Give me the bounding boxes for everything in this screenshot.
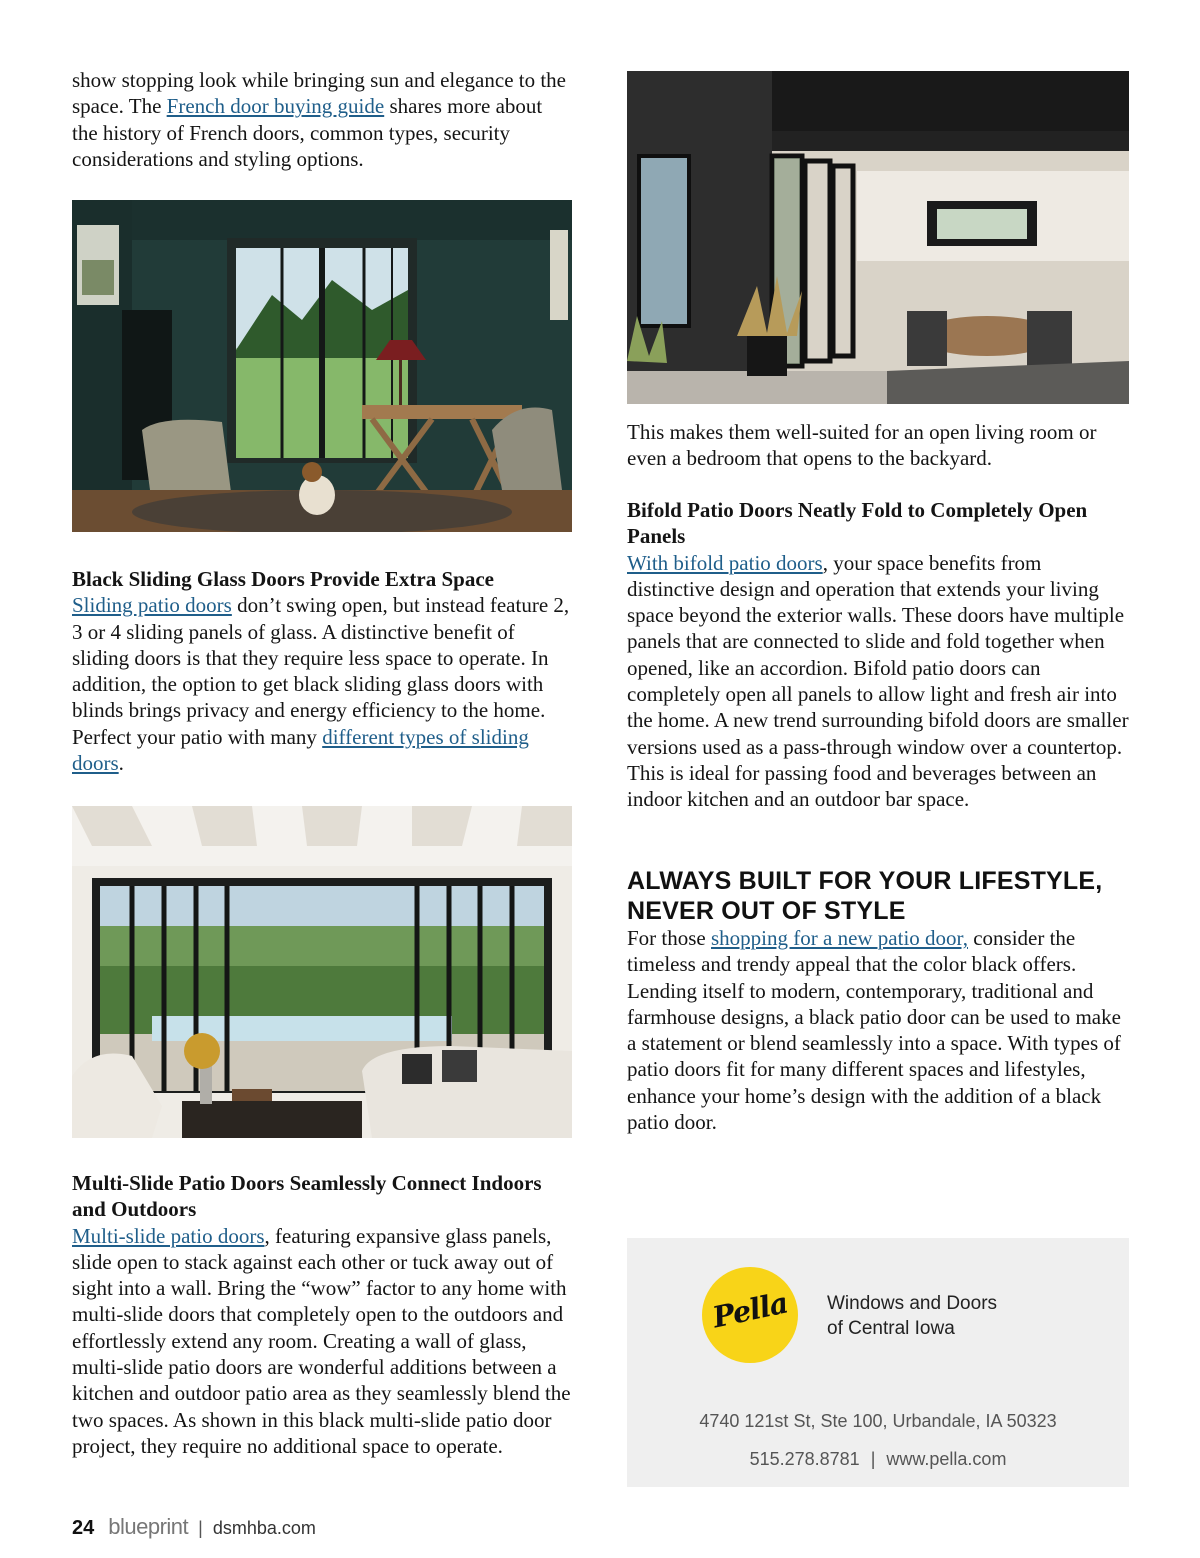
french-door-guide-link[interactable]: French door buying guide (166, 94, 385, 119)
lifestyle-section-heading: ALWAYS BUILT FOR YOUR LIFESTYLE, NEVER OUT OF STYLE (627, 867, 1103, 925)
sliding-door-types-link[interactable]: different types of sliding doors (72, 724, 529, 776)
lifestyle-paragraph: For those shopping for a new patio door, consider the timeless and trendy appeal that the color black offers. Lending itself to modern, contemporary, traditional and farmhouse designs, a black patio door can be used to make a statement or blend seamlessly into a space. With types of patio doors fit for many different spaces and lifestyles, enhance your home’s design with the addition of a black patio door. (627, 926, 1121, 1135)
intro-paragraph: show stopping look while bringing sun and elegance to the space. The French door buying guide shares more about the history of French doors, common types, security considerations and styling options. (72, 68, 567, 171)
dealer-address: 4740 121st St, Ste 100, Urbandale, IA 50323 (699, 1411, 1057, 1431)
bifold-heading: Bifold Patio Doors Neatly Fold to Completely Open Panels (627, 498, 1088, 549)
pella-logo-text: Pella (709, 1285, 791, 1335)
page-footer: 24 blueprint | dsmhba.com (72, 1514, 316, 1539)
footer-site-link[interactable]: dsmhba.com (212, 1518, 316, 1538)
page-number: 24 (72, 1517, 95, 1539)
photo-multi-slide-living-room (72, 806, 572, 1138)
multi-slide-heading: Multi-Slide Patio Doors Seamlessly Connect Indoors and Outdoors (72, 1171, 542, 1222)
dealer-name: Windows and Doors of Central Iowa (827, 1293, 998, 1339)
bifold-section: Bifold Patio Doors Neatly Fold to Completely Open Panels With bifold patio doors, your space benefits from distinctive design and operation that extends your living space beyond the exterior walls. These doors have multiple panels that are connected to slide and fold together when opened, like an accordion. Bifold patio doors can completely open all panels to allow light and fresh air into the home. A new trend surrounding bifold doors are smaller versions used as a pass-through window over a countertop. This is ideal for passing food and beverages between an indoor kitchen and an outdoor bar space. (627, 498, 1129, 812)
photo-bifold-patio (627, 71, 1129, 404)
shopping-patio-door-link[interactable]: shopping for a new patio door, (711, 926, 968, 950)
sliding-doors-section: Black Sliding Glass Doors Provide Extra Space Sliding patio doors don’t swing open, but instead feature 2, 3 or 4 sliding panels of glass. A distinctive benefit of sliding doors is that they require less space to operate. In addition, the option to get black sliding glass doors with blinds brings privacy and energy efficiency to the home. Perfect your patio with many different types of sliding doors. (72, 566, 572, 776)
photo-sliding-door-office (72, 200, 572, 532)
bifold-doors-link[interactable]: With bifold patio doors (627, 550, 823, 575)
pella-logo (702, 1267, 798, 1363)
multi-slide-doors-link[interactable]: Multi-slide patio doors (72, 1223, 265, 1248)
pella-advertisement[interactable] (627, 1238, 1129, 1487)
sliding-patio-doors-link[interactable]: Sliding patio doors (72, 593, 232, 618)
multi-slide-section: Multi-Slide Patio Doors Seamlessly Connect Indoors and Outdoors Multi-slide patio doors, featuring expansive glass panels, slide open to stack against each other or tuck away out of sight into a wall. Bring the “wow” factor to any home with multi-slide doors that completely open to the outdoors and effortlessly extend any room. Creating a wall of glass, multi-slide patio doors are wonderful additions between a kitchen and outdoor patio area as they seamlessly blend the two spaces. As shown in this black multi-slide patio door project, they require no additional space to operate. (72, 1171, 571, 1458)
dealer-contact: 515.278.8781 | www.pella.com (749, 1449, 1007, 1469)
dealer-phone[interactable]: 515.278.8781 (749, 1449, 860, 1469)
continued-paragraph: This makes them well-suited for an open living room or even a bedroom that opens to the backyard. (627, 420, 1097, 471)
magazine-logo: blueprint (108, 1514, 189, 1539)
sliding-doors-heading: Black Sliding Glass Doors Provide Extra Space (72, 567, 494, 591)
dealer-website-link[interactable]: www.pella.com (886, 1449, 1007, 1469)
